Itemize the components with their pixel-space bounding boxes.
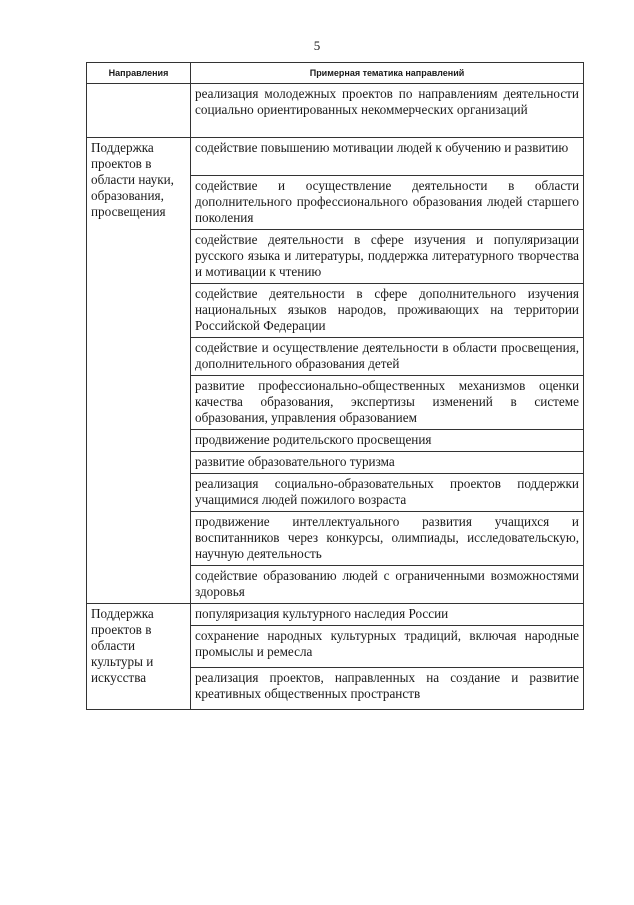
topic-cell: содействие деятельности в сфере дополнительного изучения национальных языков народов, проживающих на территории Российской Федерации <box>191 284 584 338</box>
topic-cell: содействие и осуществление деятельности в области дополнительного профессионального образования людей старшего поколения <box>191 176 584 230</box>
table-row <box>87 604 584 626</box>
directions-table <box>86 62 584 710</box>
header-directions: Направления <box>87 63 191 84</box>
table-row <box>87 138 584 176</box>
topic-cell: содействие деятельности в сфере изучения и популяризации русского языка и литературы, поддержка литературного творчества и мотивации к чтению <box>191 230 584 284</box>
topic-cell: реализация социально-образовательных проектов поддержки учащимися людей пожилого возраста <box>191 474 584 512</box>
topic-cell: популяризация культурного наследия России <box>191 604 584 626</box>
table-row <box>87 84 584 138</box>
header-topics: Примерная тематика направлений <box>191 63 584 84</box>
topic-cell: сохранение народных культурных традиций, включая народные промыслы и ремесла <box>191 626 584 668</box>
direction-cell-culture-arts: Поддержка проектов в области культуры и искусства <box>87 604 191 710</box>
topic-cell: развитие профессионально-общественных механизмов оценки качества образования, экспертизы изменений в системе образования, управления образованием <box>191 376 584 430</box>
topic-cell: продвижение интеллектуального развития учащихся и воспитанников через конкурсы, олимпиады, исследовательскую, научную деятельность <box>191 512 584 566</box>
topic-cell: реализация проектов, направленных на создание и развитие креативных общественных пространств <box>191 668 584 710</box>
table-header-row <box>87 63 584 84</box>
direction-cell-science-education: Поддержка проектов в области науки, образования, просвещения <box>87 138 191 604</box>
topic-cell: содействие повышению мотивации людей к обучению и развитию <box>191 138 584 176</box>
topic-cell: продвижение родительского просвещения <box>191 430 584 452</box>
topic-cell: реализация молодежных проектов по направлениям деятельности социально ориентированных некоммерческих организаций <box>191 84 584 138</box>
direction-cell-empty <box>87 84 191 138</box>
topic-cell: содействие образованию людей с ограниченными возможностями здоровья <box>191 566 584 604</box>
page-number: 5 <box>313 38 321 53</box>
topic-cell: развитие образовательного туризма <box>191 452 584 474</box>
topic-cell: содействие и осуществление деятельности в области просвещения, дополнительного образования детей <box>191 338 584 376</box>
